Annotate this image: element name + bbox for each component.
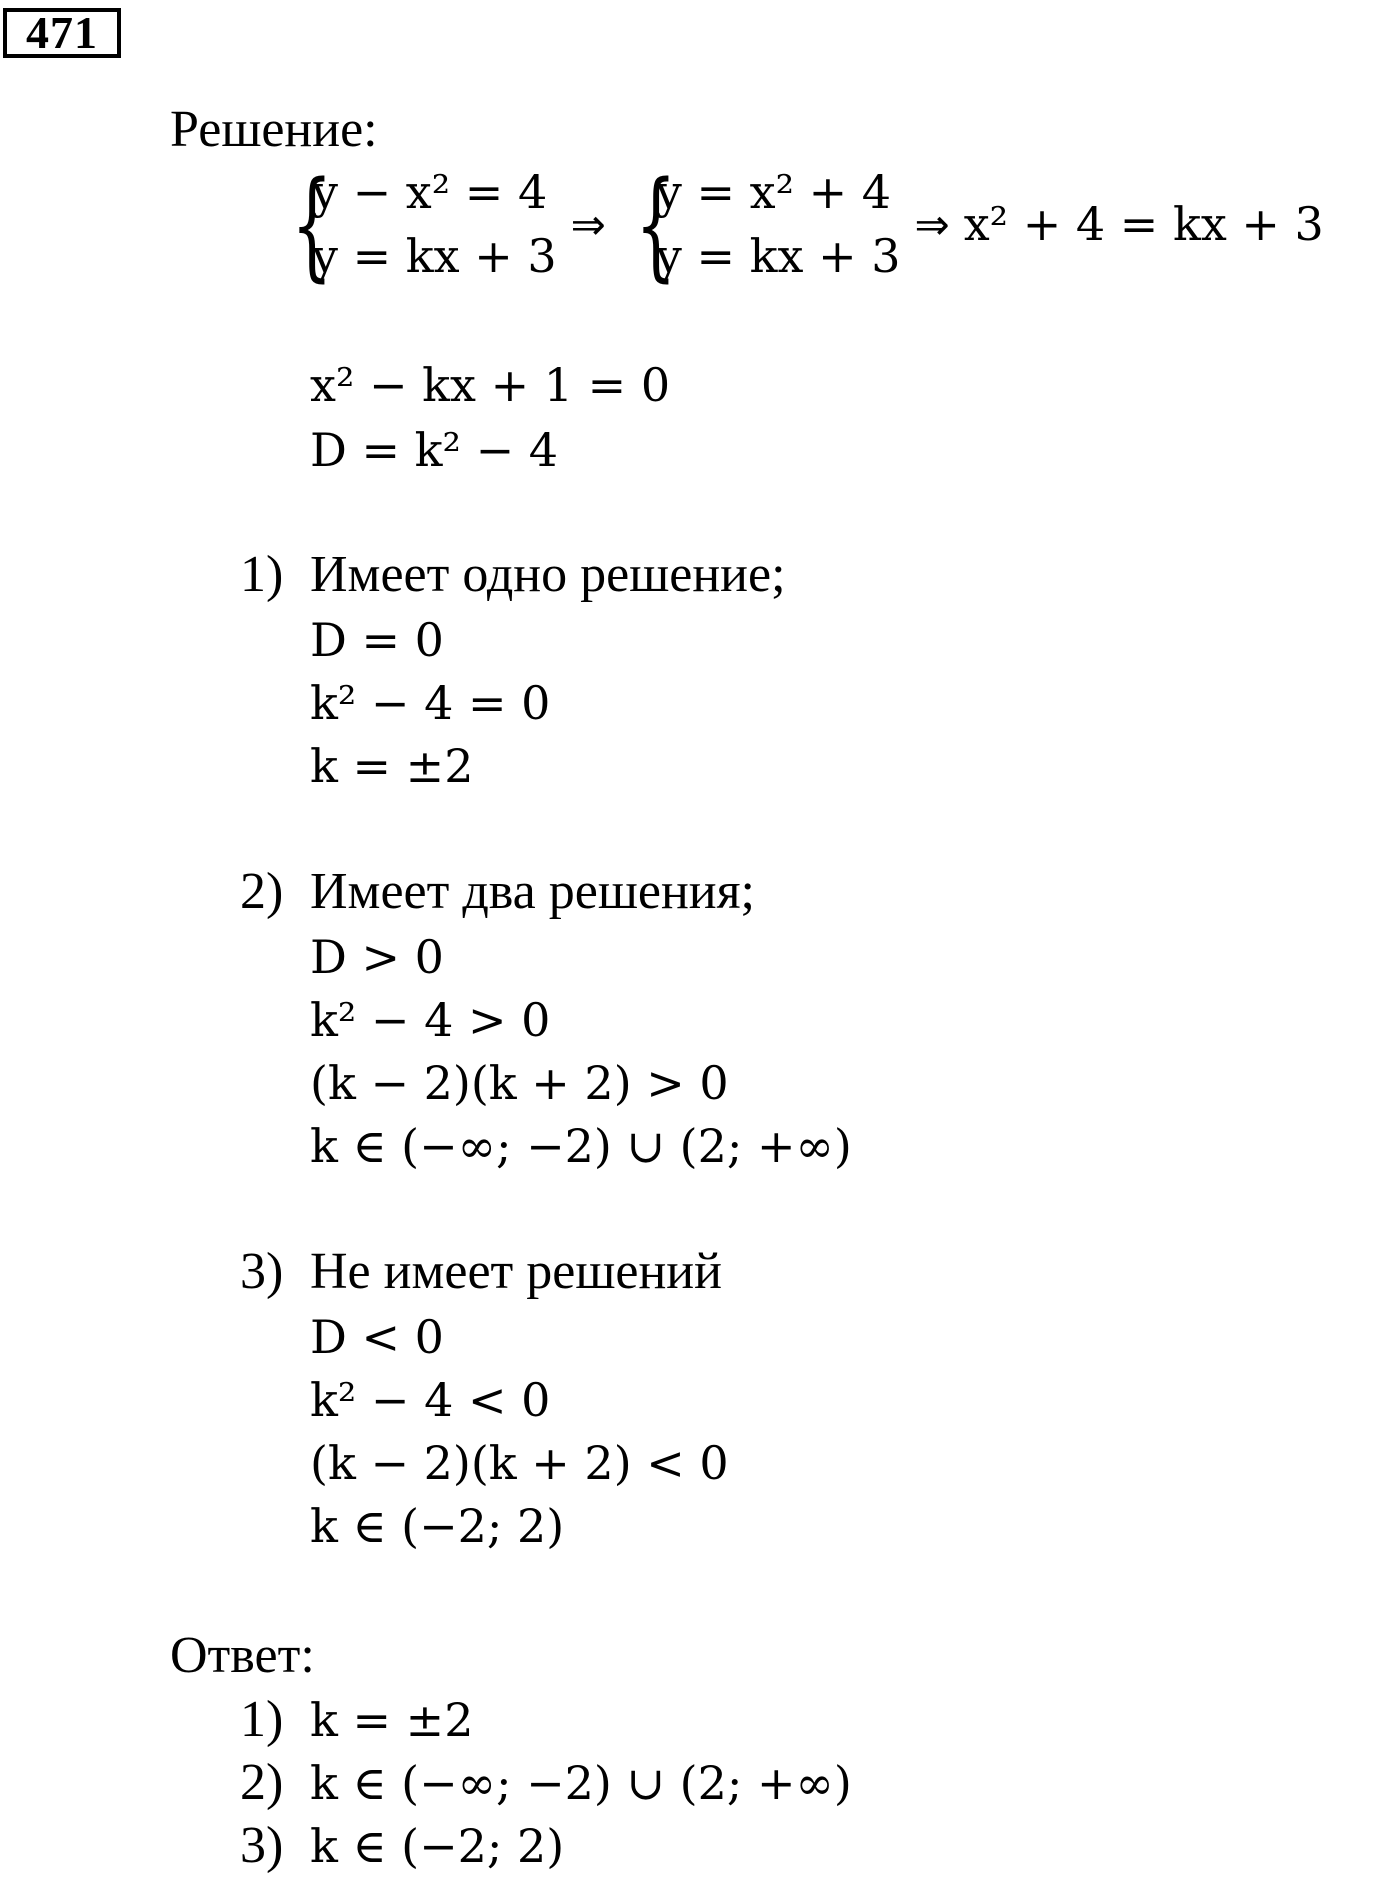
answer-3-value: k ∈ (−2; 2) xyxy=(310,1819,565,1873)
solution-label: Решение: xyxy=(170,101,378,158)
answer-2-number: 2) xyxy=(240,1754,284,1811)
case-1-number: 1) xyxy=(240,546,284,603)
implies-arrow-2: ⇒ xyxy=(914,199,950,249)
left-brace-2: { xyxy=(635,155,677,293)
case-1-line: D = 0 xyxy=(310,613,444,667)
answer-1-value: k = ±2 xyxy=(310,1693,474,1747)
system-1-line-2: y = kx + 3 xyxy=(312,229,557,283)
case-3-line: D < 0 xyxy=(310,1310,444,1364)
answer-label: Ответ: xyxy=(170,1627,315,1684)
result-equation: x² + 4 = kx + 3 xyxy=(963,197,1324,251)
discriminant: D = k² − 4 xyxy=(310,423,559,477)
case-2-number: 2) xyxy=(240,863,284,920)
case-2-line: D > 0 xyxy=(310,930,444,984)
answer-2-value: k ∈ (−∞; −2) ∪ (2; +∞) xyxy=(310,1756,852,1810)
answer-3-number: 3) xyxy=(240,1817,284,1874)
case-2-title: Имеет два решения; xyxy=(310,863,755,920)
left-brace-1: { xyxy=(291,155,333,293)
case-2-line: k ∈ (−∞; −2) ∪ (2; +∞) xyxy=(310,1119,852,1173)
case-3-title: Не имеет решений xyxy=(310,1243,722,1300)
case-3-number: 3) xyxy=(240,1243,284,1300)
system-row xyxy=(276,155,1324,293)
case-3-line: k² − 4 < 0 xyxy=(310,1373,551,1427)
case-2-line: (k − 2)(k + 2) > 0 xyxy=(310,1056,729,1110)
problem-number: 471 xyxy=(3,8,121,58)
case-3-line: (k − 2)(k + 2) < 0 xyxy=(310,1436,729,1490)
case-1-line: k² − 4 = 0 xyxy=(310,676,551,730)
case-2-line: k² − 4 > 0 xyxy=(310,993,551,1047)
case-1-title: Имеет одно решение; xyxy=(310,546,786,603)
system-1 xyxy=(312,160,557,288)
system-2 xyxy=(656,160,901,288)
system-1-line-1: y − x² = 4 xyxy=(312,165,548,219)
answer-1-number: 1) xyxy=(240,1691,284,1748)
case-1-line: k = ±2 xyxy=(310,739,474,793)
quadratic-equation: x² − kx + 1 = 0 xyxy=(310,358,671,412)
system-2-line-2: y = kx + 3 xyxy=(655,229,901,283)
case-3-line: k ∈ (−2; 2) xyxy=(310,1499,565,1553)
system-2-line-1: y = x² + 4 xyxy=(655,165,892,219)
implies-arrow-1: ⇒ xyxy=(570,199,606,249)
